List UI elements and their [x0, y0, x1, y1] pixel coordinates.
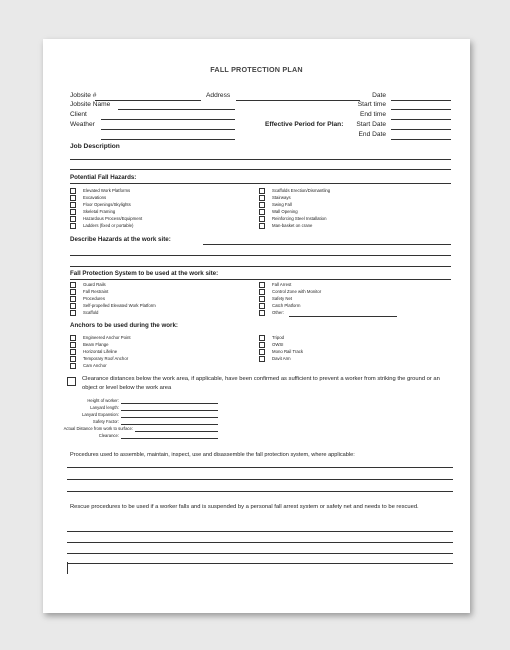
system-checkbox[interactable] — [70, 310, 76, 316]
system-label: Guard Rails — [83, 282, 106, 287]
hazard-checkbox[interactable] — [259, 209, 265, 215]
system-label: Procedures — [83, 296, 105, 301]
actual-distance-label: Actual Distance from work to surface: — [63, 426, 133, 431]
anchor-checkbox[interactable] — [259, 342, 265, 348]
hazard-checkbox[interactable] — [259, 223, 265, 229]
weather-field-extra[interactable] — [101, 139, 235, 140]
system-label: Catch Platform — [272, 303, 301, 308]
system-checkbox[interactable] — [259, 303, 265, 309]
assemble-procedures-label: Procedures used to assemble, maintain, inspect, use and disassemble the fall protection system, where applicable: — [70, 452, 355, 458]
end-time-field[interactable] — [391, 119, 451, 120]
lanyard-length-label: Lanyard length: — [90, 405, 119, 410]
height-of-worker-field[interactable] — [121, 403, 218, 404]
weather-field[interactable] — [101, 129, 235, 130]
effective-period-label: Effective Period for Plan: — [265, 121, 344, 128]
anchor-checkbox[interactable] — [70, 335, 76, 341]
system-checkbox[interactable] — [259, 296, 265, 302]
system-checkbox[interactable] — [70, 303, 76, 309]
anchors-heading: Anchors to be used during the work: — [70, 322, 178, 329]
job-description-label: Job Description — [70, 143, 120, 150]
system-checkbox[interactable] — [259, 282, 265, 288]
height-of-worker-label: Height of worker: — [87, 398, 119, 403]
jobsite-name-field[interactable] — [118, 109, 235, 110]
describe-hazards-line-1[interactable] — [203, 244, 451, 245]
assemble-line-3[interactable] — [67, 491, 453, 492]
describe-hazards-line-2[interactable] — [70, 255, 451, 256]
form-title: FALL PROTECTION PLAN — [210, 65, 303, 74]
hazard-checkbox[interactable] — [70, 188, 76, 194]
anchor-checkbox[interactable] — [70, 342, 76, 348]
system-label: Scaffold — [83, 310, 99, 315]
hazard-label: Reinforcing Steel Installation — [272, 216, 327, 221]
hazard-checkbox[interactable] — [70, 195, 76, 201]
anchor-label: Beam Flange — [83, 342, 109, 347]
system-other-field[interactable] — [289, 316, 397, 317]
end-date-field[interactable] — [391, 139, 451, 140]
systems-heading: Fall Protection System to be used at the work site: — [70, 270, 219, 277]
anchor-label: Temporary Roof Anchor — [83, 356, 129, 361]
start-date-field[interactable] — [391, 129, 451, 130]
safety-factor-label: Safety Factor: — [92, 419, 119, 424]
system-checkbox[interactable] — [70, 282, 76, 288]
system-label: Self-propelled Elevated Work Platform — [83, 303, 156, 308]
system-label: Safety Net — [272, 296, 293, 301]
hazard-checkbox[interactable] — [259, 216, 265, 222]
weather-label: Weather — [70, 121, 95, 128]
anchor-checkbox[interactable] — [70, 356, 76, 362]
anchor-checkbox[interactable] — [70, 349, 76, 355]
hazard-checkbox[interactable] — [70, 202, 76, 208]
hazard-checkbox[interactable] — [259, 202, 265, 208]
hazard-label: Scaffolds Erection/Dismantling — [272, 188, 331, 193]
hazard-checkbox[interactable] — [70, 216, 76, 222]
hazard-label: Elevated Work Platforms — [83, 188, 131, 193]
client-label: Client — [70, 111, 87, 118]
hazard-label: Stairways — [272, 195, 291, 200]
hazard-checkbox[interactable] — [259, 188, 265, 194]
rescue-line-3[interactable] — [67, 553, 453, 554]
clearance-checkbox[interactable] — [67, 377, 76, 386]
hazard-checkbox[interactable] — [70, 209, 76, 215]
clearance-statement: Clearance distances below the work area, if applicable, have been confirmed as sufficient to prevent a worker from striking the ground or an object or level below the work area — [82, 376, 440, 391]
hazard-label: Floor Openings/Skylights — [83, 202, 131, 207]
anchor-checkbox[interactable] — [259, 335, 265, 341]
end-time-label: End time — [359, 111, 386, 118]
clearance-label: Clearance: — [98, 433, 119, 438]
system-label: Control Zone with Monitor — [272, 289, 322, 294]
address-label: Address — [206, 92, 231, 99]
hazard-label: Skeletal Framing — [83, 209, 116, 214]
rescue-line-4[interactable] — [67, 563, 453, 564]
client-field[interactable] — [101, 119, 235, 120]
system-checkbox[interactable] — [259, 310, 265, 316]
actual-distance-field[interactable] — [135, 431, 218, 432]
hazard-checkbox[interactable] — [70, 223, 76, 229]
start-time-field[interactable] — [391, 109, 451, 110]
anchor-label: Horizontal Lifeline — [83, 349, 118, 354]
anchor-label: Tripod — [272, 335, 285, 340]
describe-hazards-line-3[interactable] — [70, 266, 451, 267]
system-other-label: Other: — [272, 310, 284, 315]
system-label: Fall Restraint — [83, 289, 109, 294]
hazard-label: Hazardous Process/Equipment — [83, 216, 143, 221]
hazard-label: Man-basket on crane — [272, 223, 313, 228]
hazard-checkbox[interactable] — [259, 195, 265, 201]
lanyard-length-field[interactable] — [121, 410, 218, 411]
jobsite-number-label: Jobsite # — [70, 92, 97, 99]
lanyard-expansion-label: Lanyard Expansion: — [81, 412, 119, 417]
anchor-label: Engineered Anchor Point — [83, 335, 131, 340]
end-date-label: End Date — [358, 131, 386, 138]
rescue-line-1[interactable] — [67, 531, 453, 532]
job-description-line-1[interactable] — [70, 159, 451, 160]
form-page — [43, 39, 470, 613]
jobsite-number-field[interactable] — [95, 100, 201, 101]
hazard-label: Wall Opening — [272, 209, 298, 214]
hazards-divider — [70, 183, 451, 184]
anchor-checkbox[interactable] — [259, 349, 265, 355]
hazard-label: Ladders (fixed or portable) — [83, 223, 134, 228]
system-checkbox[interactable] — [70, 289, 76, 295]
jobsite-name-label: Jobsite Name — [70, 101, 111, 108]
job-description-line-2[interactable] — [70, 169, 451, 170]
describe-hazards-label: Describe Hazards at the work site: — [70, 236, 171, 243]
hazard-label: Excavations — [83, 195, 107, 200]
hazards-heading: Potential Fall Hazards: — [70, 174, 137, 181]
anchor-label: Cam Anchor — [83, 363, 107, 368]
rescue-procedures-label: Rescue procedures to be used if a worker falls and is suspended by a personal fall arrest system or safety net and needs to be rescued. — [70, 504, 419, 510]
anchor-label: Davit Arm — [272, 356, 291, 361]
safety-factor-field[interactable] — [121, 424, 218, 425]
assemble-line-1[interactable] — [67, 467, 453, 468]
system-checkbox[interactable] — [259, 289, 265, 295]
hazard-label: Swing Fall — [272, 202, 292, 207]
anchor-checkbox[interactable] — [259, 356, 265, 362]
date-label: Date — [372, 92, 386, 99]
systems-divider — [70, 279, 451, 280]
rescue-line-2[interactable] — [67, 542, 453, 543]
system-label: Fall Arrest — [272, 282, 292, 287]
start-time-label: Start time — [357, 101, 386, 108]
date-field[interactable] — [391, 100, 451, 101]
anchor-checkbox[interactable] — [70, 363, 76, 369]
lanyard-expansion-field[interactable] — [121, 417, 218, 418]
assemble-line-2[interactable] — [67, 479, 453, 480]
anchor-label: Mono Rail Track — [272, 349, 304, 354]
system-checkbox[interactable] — [70, 296, 76, 302]
page-corner-mark — [67, 562, 68, 574]
anchor-label: OWSI — [272, 342, 284, 347]
start-date-label: Start Date — [356, 121, 386, 128]
clearance-field[interactable] — [121, 438, 218, 439]
